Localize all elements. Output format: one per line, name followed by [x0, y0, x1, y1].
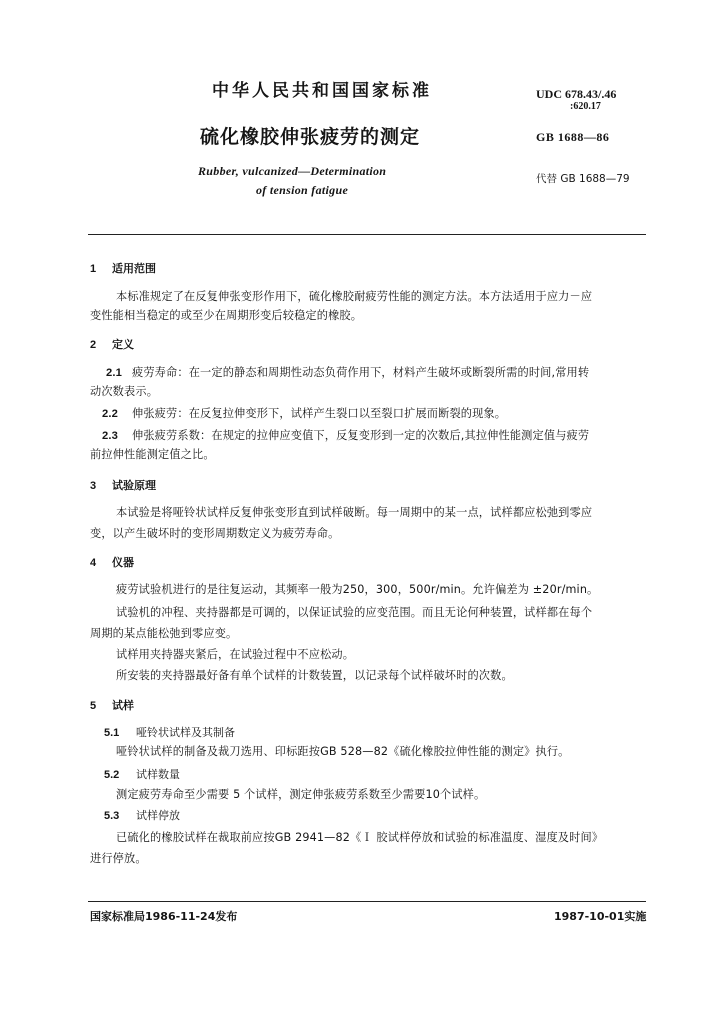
effective-date: 1987-10-01实施 — [554, 910, 647, 923]
section-heading — [90, 554, 134, 570]
section-heading — [90, 697, 134, 713]
paragraph-line: 测定疲劳寿命至少需要 5 个试样，测定伸张疲劳系数至少需要10个试样。 — [116, 788, 486, 801]
section-number: 4 — [90, 557, 97, 569]
section-title: 试样 — [112, 699, 134, 712]
clause-number: 2.3 — [102, 430, 119, 442]
paragraph-line: 周期的某点能松弛到零应变。 — [90, 627, 238, 640]
section-title: 仪器 — [112, 556, 134, 569]
paragraph-line: 变性能相当稳定的或至少在周期形变后较稳定的橡胶。 — [90, 309, 363, 322]
udc-number-continued: :620.17 — [570, 101, 601, 112]
paragraph-line: 本标准规定了在反复伸张变形作用下，硫化橡胶耐疲劳性能的测定方法。本方法适用于应力－应 — [116, 290, 593, 303]
subsection-title: 试样停放 — [136, 809, 180, 822]
replaces-note: 代替 GB 1688—79 — [536, 173, 630, 185]
definition-line: 前拉伸性能测定值之比。 — [90, 448, 215, 461]
section-number: 1 — [90, 263, 97, 275]
paragraph-line: 变，以产生破坏时的变形周期数定义为疲劳寿命。 — [90, 527, 340, 540]
section-title: 定义 — [112, 338, 134, 351]
paragraph-line: 已硫化的橡胶试样在裁取前应按GB 2941—82《Ｉ 胶试样停放和试验的标准温度、湿度及时间》 — [116, 831, 604, 844]
subsection-title: 哑铃状试样及其制备 — [136, 726, 235, 739]
udc-number: UDC 678.43/.46 — [536, 87, 617, 101]
subsection-number: 5.3 — [104, 810, 120, 822]
english-title-line-2: of tension fatigue — [256, 183, 349, 197]
issue-date: 国家标准局1986-11-24发布 — [90, 910, 238, 923]
definition-line — [106, 364, 589, 380]
subsection-number: 5.1 — [104, 727, 120, 739]
subsection-number: 5.2 — [104, 769, 120, 781]
subsection-heading — [104, 724, 235, 740]
clause-text: 伸张疲劳：在反复拉伸变形下，试样产生裂口以至裂口扩展而断裂的现象。 — [132, 407, 507, 420]
issuing-authority: 中华人民共和国国家标准 — [212, 81, 432, 101]
paragraph-line: 试样用夹持器夹紧后，在试验过程中不应松动。 — [116, 648, 355, 661]
document-title: 硫化橡胶伸张疲劳的测定 — [200, 126, 421, 148]
section-heading — [90, 336, 134, 352]
definition-line — [102, 427, 589, 443]
footer-divider — [88, 901, 646, 902]
paragraph-line: 本试验是将哑铃状试样反复伸张变形直到试样破断。每一周期中的某一点，试样都应松弛到零应 — [116, 506, 593, 519]
paragraph-line: 进行停放。 — [90, 852, 147, 865]
header-divider — [88, 234, 646, 235]
definition-line — [102, 405, 506, 421]
paragraph-line: 试验机的冲程、夹持器都是可调的，以保证试验的应变范围。而且无论何种装置，试样都在每个 — [116, 606, 593, 619]
subsection-heading — [104, 807, 180, 823]
english-title-line-1: Rubber, vulcanized—Determination — [198, 164, 387, 178]
section-number: 3 — [90, 480, 97, 492]
clause-text: 伸张疲劳系数：在规定的拉伸应变值下，反复变形到一定的次数后,其拉伸性能测定值与疲劳 — [132, 429, 590, 442]
paragraph-line: 所安装的夹持器最好备有单个试样的计数装置，以记录每个试样破坏时的次数。 — [116, 669, 513, 682]
clause-number: 2.1 — [106, 367, 123, 379]
section-number: 5 — [90, 700, 97, 712]
paragraph-line: 哑铃状试样的制备及裁刀选用、印标距按GB 528—82《硫化橡胶拉伸性能的测定》执行。 — [116, 745, 570, 758]
section-heading — [90, 260, 156, 276]
subsection-heading — [104, 766, 180, 782]
clause-text: 疲劳寿命：在一定的静态和周期性动态负荷作用下，材料产生破坏或断裂所需的时间,常用转 — [132, 366, 590, 379]
section-title: 适用范围 — [112, 262, 156, 275]
section-number: 2 — [90, 339, 97, 351]
paragraph-line: 疲劳试验机进行的是往复运动，其频率一般为250，300，500r/min。允许偏差为 ±20r/min。 — [116, 583, 599, 596]
standard-number: GB 1688—86 — [536, 130, 610, 144]
section-heading — [90, 477, 156, 493]
clause-number: 2.2 — [102, 408, 119, 420]
section-title: 试验原理 — [112, 479, 156, 492]
subsection-title: 试样数量 — [136, 768, 180, 781]
definition-line: 动次数表示。 — [90, 385, 159, 398]
